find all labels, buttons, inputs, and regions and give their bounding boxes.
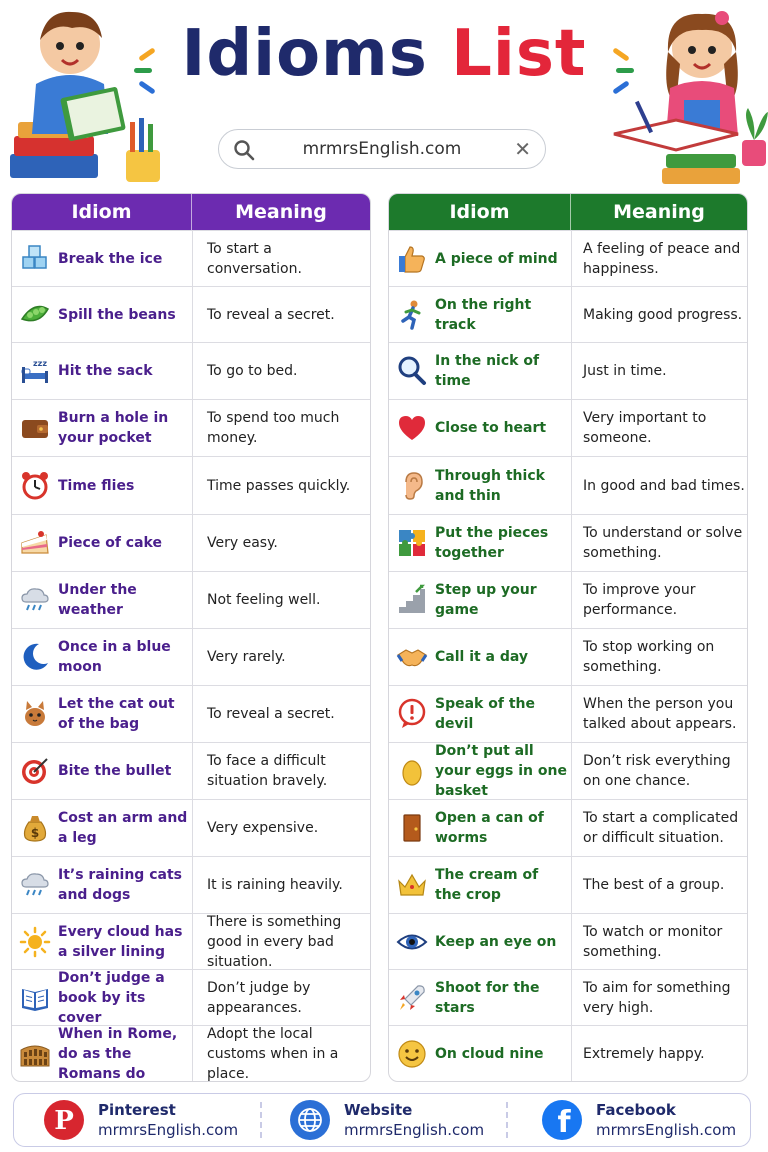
ice-cubes-icon [12,231,58,286]
meaning-text: Very expensive. [192,800,370,856]
ear-icon [389,457,435,514]
idiom-text: Call it a day [435,649,529,665]
meaning-text: There is something good in every bad situation. [192,914,370,969]
smiley-icon [389,1026,435,1081]
meaning-text: It is raining heavily. [192,857,370,913]
table-row [12,1025,370,1081]
table-row [389,286,747,342]
peas-icon [12,287,58,342]
puzzle-icon [389,515,435,571]
meaning-text: To understand or solve something. [571,515,747,571]
idiom-text: When in Rome, do as the Romans do [58,1025,178,1082]
title-part-2: List [451,17,587,91]
meaning-text: Adopt the local customs when in a place. [192,1026,370,1081]
heart-icon [389,400,435,456]
meaning-text: To start a conversation. [192,231,370,286]
girl-writing-illustration [606,4,768,188]
idiom-text: Keep an eye on [435,933,557,950]
meaning-text: Very rarely. [192,629,370,685]
table-row [389,685,747,742]
idiom-text: A piece of mind [435,250,558,267]
meaning-text: Very easy. [192,515,370,571]
facebook-link[interactable] [542,1100,736,1140]
idiom-column-header: Idiom [389,194,571,230]
idiom-text: Bite the bullet [58,763,172,779]
facebook-url: mrmrsEnglish.com [596,1121,737,1139]
meaning-text: Don’t judge by appearances. [192,970,370,1025]
table-row [389,230,747,286]
table-body [12,230,370,1081]
target-icon [12,743,58,799]
pinterest-label: Pinterest [98,1101,176,1119]
table-row [12,742,370,799]
search-icon [233,139,255,161]
table-row [389,456,747,514]
table-row [389,913,747,969]
website-url: mrmrsEnglish.com [344,1121,485,1139]
header [0,0,768,190]
table-row [389,571,747,628]
table-row [389,628,747,685]
table-row [389,342,747,399]
idiom-text: Shoot for the stars [435,979,540,1016]
open-book-icon [12,970,58,1025]
idiom-text: Through thick and thin [435,467,545,504]
meaning-text: To aim for something very high. [571,970,747,1025]
clear-icon[interactable]: ✕ [514,137,531,161]
facebook-label: Facebook [596,1101,676,1119]
handshake-icon [389,629,435,685]
meaning-text: To spend too much money. [192,400,370,456]
search-bar[interactable] [218,129,546,169]
alarm-clock-icon [12,457,58,514]
idiom-text: The cream of the crop [435,867,539,903]
divider [260,1102,262,1138]
boy-reading-illustration [6,4,168,186]
cat-icon [12,686,58,742]
idiom-text: Break the ice [58,250,163,267]
table-row [389,742,747,799]
website-link[interactable] [290,1100,484,1140]
table-row [12,799,370,856]
bed-icon [12,343,58,399]
table-row [12,230,370,286]
cake-icon [12,515,58,571]
egg-icon [389,743,435,799]
meaning-text: To watch or monitor something. [571,914,747,969]
table-row [12,456,370,514]
door-icon [389,800,435,856]
idiom-text: Close to heart [435,420,547,436]
table-row [12,913,370,969]
idiom-text: Under the weather [58,582,137,618]
running-person-icon [389,287,435,342]
money-bag-icon [12,800,58,856]
table-row [12,399,370,456]
meaning-text: To improve your performance. [571,572,747,628]
idiom-text: Put the pieces together [435,525,549,561]
pinterest-icon [44,1100,84,1140]
idiom-text: Open a can of worms [435,810,544,846]
table-body [389,230,747,1081]
idiom-text: Speak of the devil [435,696,535,732]
idiom-text: Don’t judge a book by its cover [58,969,165,1026]
idiom-text: Every cloud has a silver lining [58,923,183,960]
idiom-text: In the nick of time [435,353,540,389]
table-row [12,685,370,742]
wallet-icon [12,400,58,456]
meaning-text: Just in time. [571,343,747,399]
idiom-text: Let the cat out of the bag [58,696,175,732]
pinterest-link[interactable] [44,1100,238,1140]
idiom-text: Burn a hole in your pocket [58,410,169,446]
sun-icon [12,914,58,969]
meaning-text: To face a difficult situation bravely. [192,743,370,799]
left-idiom-table [11,193,371,1082]
rain-cloud-icon [12,857,58,913]
stairs-icon [389,572,435,628]
meaning-text: A feeling of peace and happiness. [571,231,747,286]
svg-text:zzz: zzz [33,359,47,368]
table-row [12,628,370,685]
pinterest-url: mrmrsEnglish.com [98,1121,239,1139]
meaning-text: Very important to someone. [571,400,747,456]
table-row [12,969,370,1025]
svg-text:f: f [557,1105,571,1140]
table-row [12,342,370,399]
thumbs-up-icon [389,231,435,286]
meaning-text: Making good progress. [571,287,747,342]
idiom-text: Time flies [58,477,135,494]
table-row [12,856,370,913]
meaning-text: To start a complicated or difficult situation. [571,800,747,856]
meaning-text: Not feeling well. [192,572,370,628]
table-row [12,571,370,628]
table-row [389,514,747,571]
idiom-text: Hit the sack [58,363,153,379]
meaning-text: In good and bad times. [571,457,747,514]
meaning-text: Time passes quickly. [192,457,370,514]
table-header [12,194,370,230]
svg-text:P: P [54,1106,74,1136]
meaning-column-header: Meaning [613,201,705,223]
right-idiom-table [388,193,748,1082]
table-row [12,286,370,342]
rocket-icon [389,970,435,1025]
facebook-icon [542,1100,582,1140]
eye-icon [389,914,435,969]
idiom-text: Don’t put all your eggs in one basket [435,743,567,799]
table-row [389,856,747,913]
table-row [389,969,747,1025]
meaning-text: To reveal a secret. [192,287,370,342]
meaning-column-header: Meaning [235,201,327,223]
table-row [12,514,370,571]
meaning-text: The best of a group. [571,857,747,913]
table-header [389,194,747,230]
idiom-text: Once in a blue moon [58,639,171,675]
colosseum-icon [12,1026,58,1081]
rain-cloud-icon [12,572,58,628]
search-input[interactable]: mrmrsEnglish.com [302,139,462,159]
table-row [389,799,747,856]
divider [506,1102,508,1138]
table-row [389,1025,747,1081]
idiom-text: On cloud nine [435,1045,544,1062]
meaning-text: To stop working on something. [571,629,747,685]
idiom-text: On the right track [435,296,532,333]
title-part-1: Idioms [181,17,428,91]
idiom-text: It’s raining cats and dogs [58,867,182,903]
idiom-text: Cost an arm and a leg [58,810,188,846]
table-row [389,399,747,456]
svg-text:$: $ [30,826,40,840]
magnifier-icon [389,343,435,399]
globe-icon [290,1100,330,1140]
crescent-moon-icon [12,629,58,685]
exclamation-bubble-icon [389,686,435,742]
meaning-text: To go to bed. [192,343,370,399]
meaning-text: To reveal a secret. [192,686,370,742]
meaning-text: Don’t risk everything on one chance. [571,743,747,799]
crown-icon [389,857,435,913]
website-label: Website [344,1101,413,1119]
idiom-text: Step up your game [435,582,537,618]
idiom-column-header: Idiom [12,194,192,230]
meaning-text: Extremely happy. [571,1026,747,1081]
footer-links [13,1093,751,1147]
idiom-text: Spill the beans [58,306,176,323]
meaning-text: When the person you talked about appears. [571,686,747,742]
idiom-text: Piece of cake [58,535,162,551]
